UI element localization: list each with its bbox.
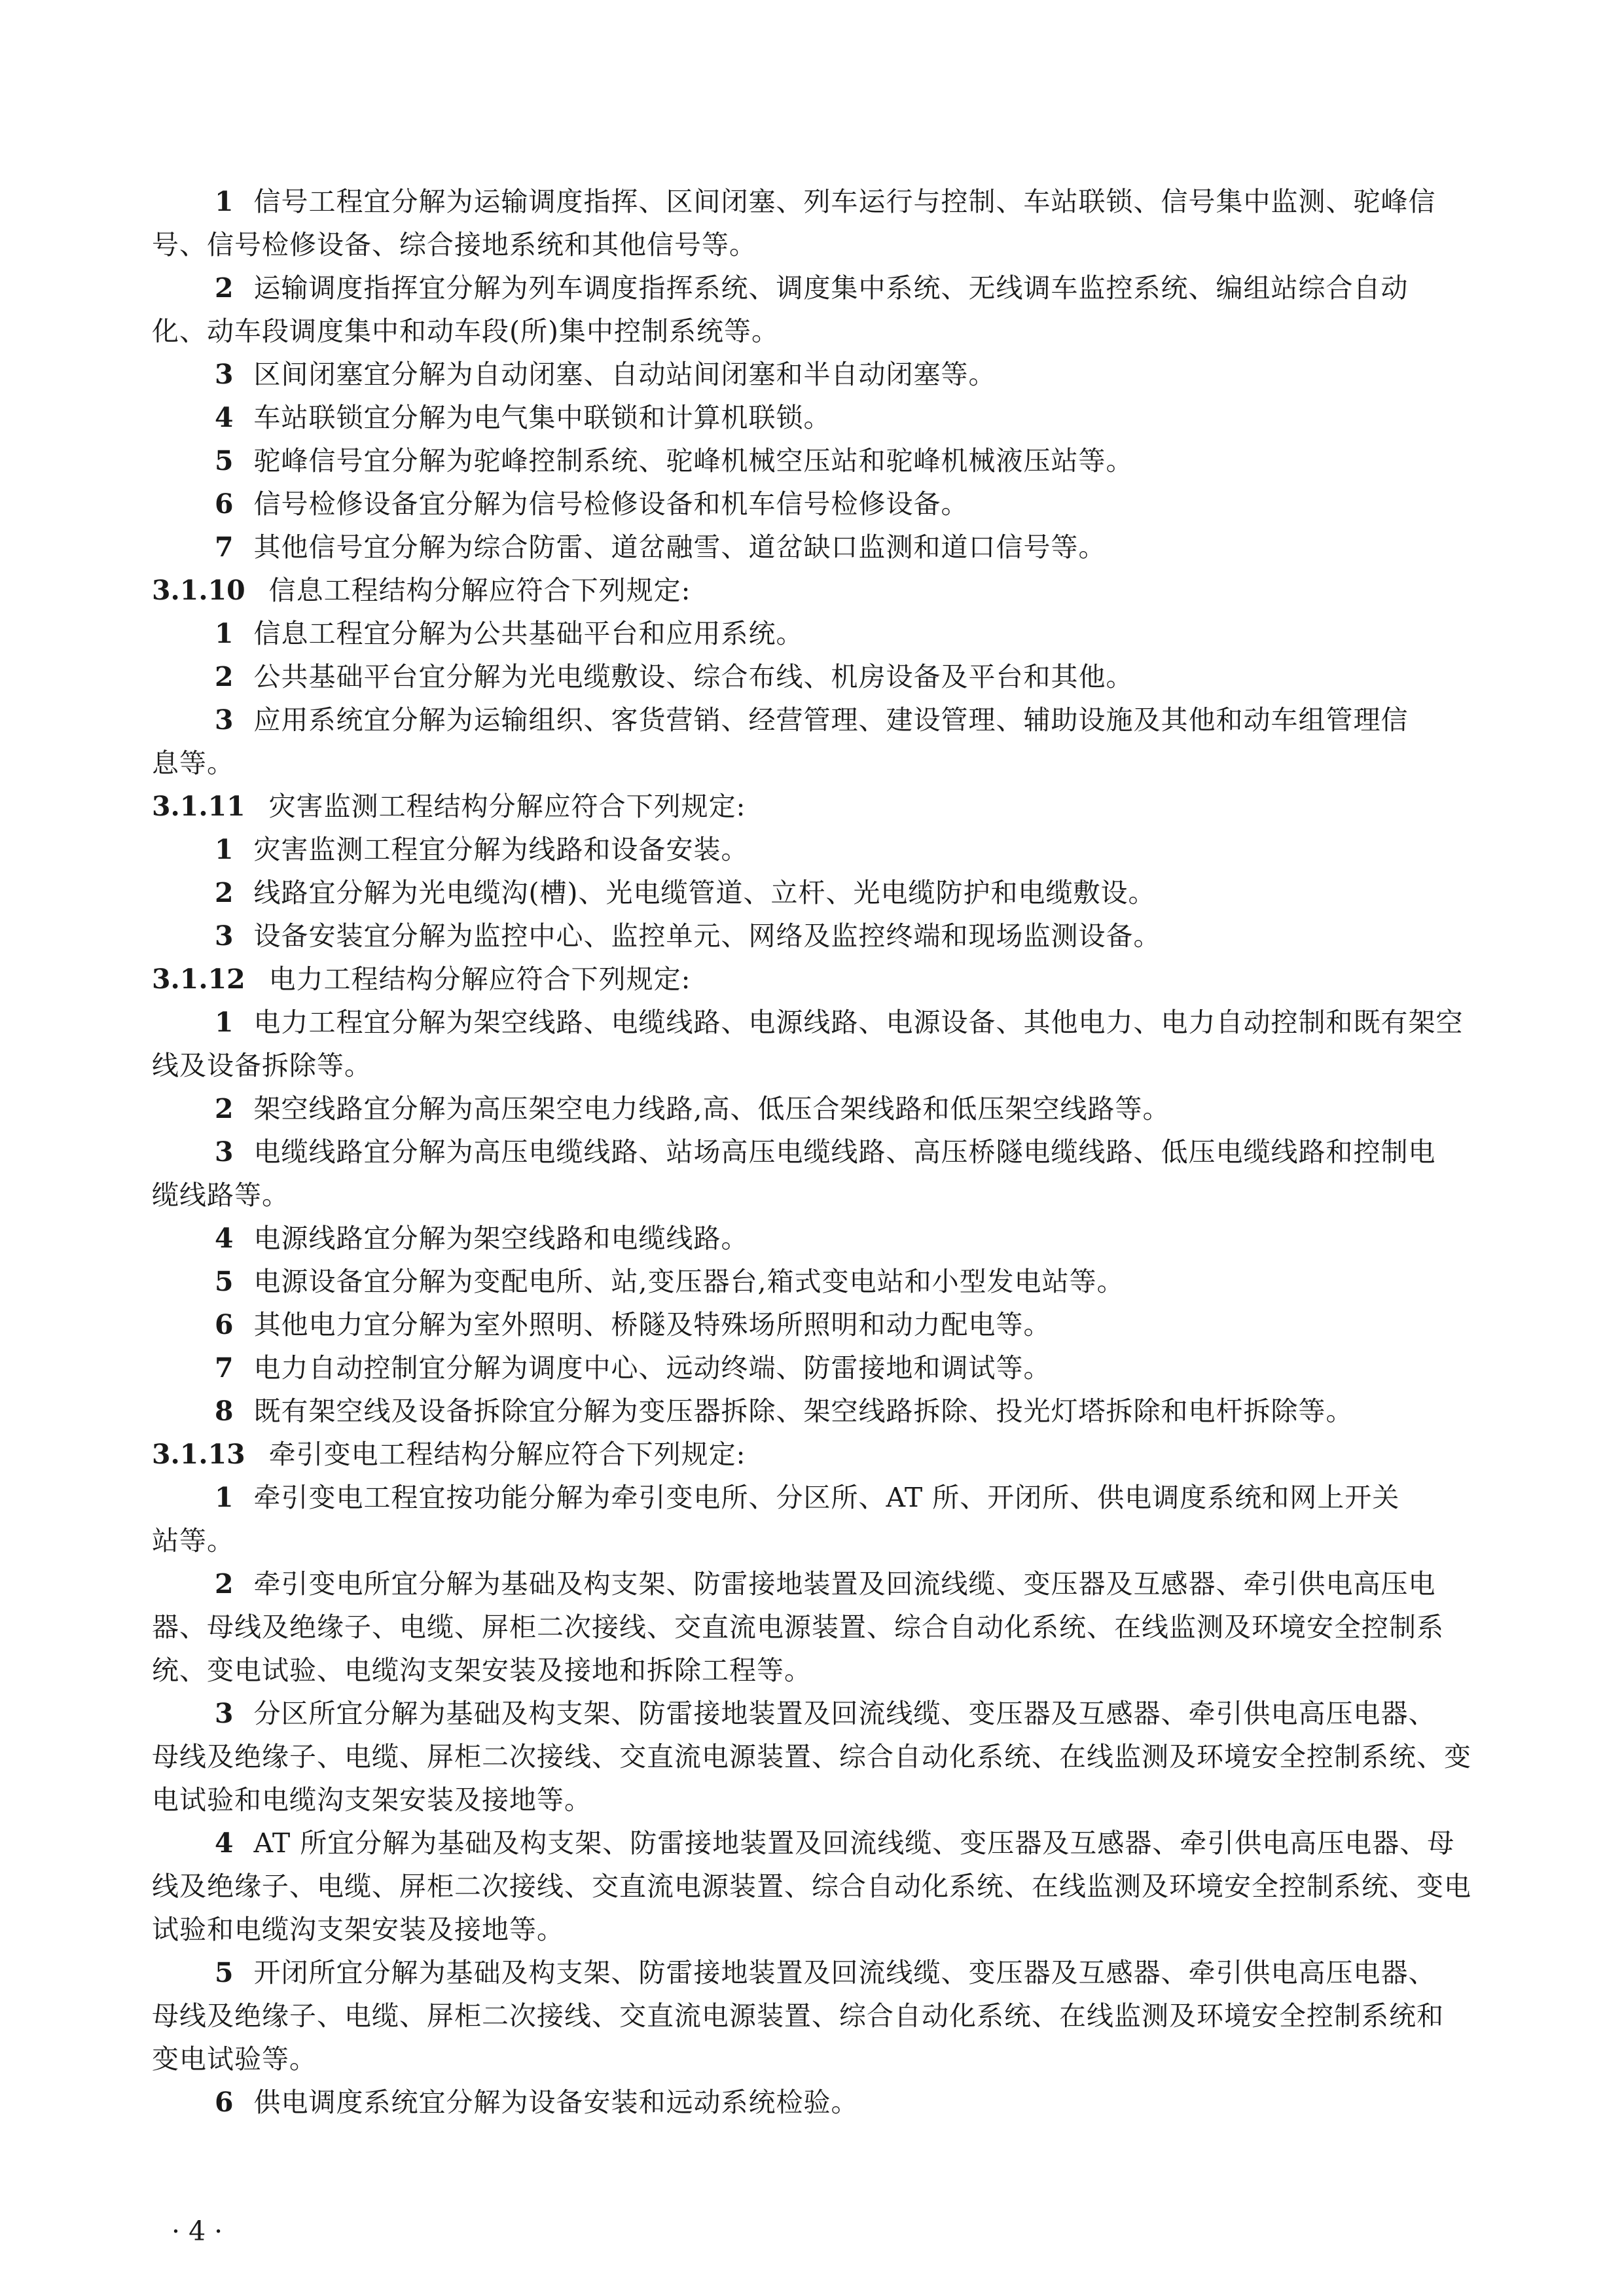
section-number: 3.1.13 [152, 1439, 245, 1470]
paragraph-continuation [152, 1908, 1474, 1951]
list-item [152, 2081, 1474, 2124]
line-text: AT 所宜分解为基础及构支架、防雷接地装置及回流线缆、变压器及互感器、牵引供电高压电器、母 [253, 1827, 1455, 1859]
line-text: 信号检修设备宜分解为信号检修设备和机车信号检修设备。 [253, 488, 969, 520]
line-text: 公共基础平台宜分解为光电缆敷设、综合布线、机房设备及平台和其他。 [253, 661, 1134, 692]
item-number: 2 [215, 272, 234, 304]
list-item [152, 439, 1474, 482]
page-number: · 4 · [171, 2215, 223, 2247]
item-number: 1 [215, 1007, 234, 1038]
item-number: 3 [215, 1698, 234, 1729]
item-number: 3 [215, 1136, 234, 1168]
line-text: 线路宜分解为光电缆沟(槽)、光电缆管道、立杆、光电缆防护和电缆敷设。 [253, 877, 1156, 908]
paragraph-continuation [152, 1778, 1474, 1821]
list-item [152, 396, 1474, 439]
line-text: 线及绝缘子、电缆、屏柜二次接线、交直流电源装置、综合自动化系统、在线监测及环境安全控制系统、变电 [152, 1871, 1471, 1902]
list-item [152, 526, 1474, 569]
paragraph-continuation [152, 1605, 1474, 1649]
line-text: 其他电力宜分解为室外照明、桥隧及特殊场所照明和动力配电等。 [253, 1309, 1051, 1340]
item-number: 8 [215, 1395, 234, 1427]
section-number: 3.1.12 [152, 963, 245, 995]
list-item [152, 655, 1474, 698]
line-text: 既有架空线及设备拆除宜分解为变压器拆除、架空线路拆除、投光灯塔拆除和电杆拆除等。 [253, 1395, 1354, 1427]
line-text: 电力工程宜分解为架空线路、电缆线路、电源线路、电源设备、其他电力、电力自动控制和既有架空 [253, 1007, 1464, 1038]
list-item [152, 1087, 1474, 1130]
item-number: 6 [215, 488, 234, 520]
list-item [152, 1130, 1474, 1174]
list-item [152, 1562, 1474, 1605]
paragraph-continuation [152, 1649, 1474, 1692]
paragraph-continuation [152, 1044, 1474, 1087]
item-number: 2 [215, 1093, 234, 1124]
body-text [152, 180, 1474, 2124]
list-item [152, 482, 1474, 526]
line-text: 电力工程结构分解应符合下列规定: [268, 963, 691, 995]
line-text: 信号工程宜分解为运输调度指挥、区间闭塞、列车运行与控制、车站联锁、信号集中监测、驼峰信 [253, 186, 1436, 217]
line-text: 线及设备拆除等。 [152, 1050, 372, 1081]
line-text: 信息工程结构分解应符合下列规定: [268, 575, 691, 606]
line-text: 灾害监测工程结构分解应符合下列规定: [268, 791, 746, 822]
paragraph-continuation [152, 1735, 1474, 1778]
paragraph-continuation [152, 223, 1474, 266]
paragraph-continuation [152, 2037, 1474, 2081]
section-heading [152, 569, 1474, 612]
list-item [152, 180, 1474, 223]
line-text: 息等。 [152, 747, 234, 779]
line-text: 牵引变电工程结构分解应符合下列规定: [268, 1439, 746, 1470]
line-text: 分区所宜分解为基础及构支架、防雷接地装置及回流线缆、变压器及互感器、牵引供电高压电器、 [253, 1698, 1436, 1729]
line-text: 区间闭塞宜分解为自动闭塞、自动站间闭塞和半自动闭塞等。 [253, 359, 996, 390]
section-heading [152, 785, 1474, 828]
line-text: 电缆线路宜分解为高压电缆线路、站场高压电缆线路、高压桥隧电缆线路、低压电缆线路和控制电 [253, 1136, 1436, 1168]
item-number: 2 [215, 1568, 234, 1600]
line-text: 变电试验等。 [152, 2043, 317, 2075]
item-number: 2 [215, 877, 234, 908]
line-text: 应用系统宜分解为运输组织、客货营销、经营管理、建设管理、辅助设施及其他和动车组管理信 [253, 704, 1409, 736]
line-text: 驼峰信号宜分解为驼峰控制系统、驼峰机械空压站和驼峰机械液压站等。 [253, 445, 1134, 476]
line-text: 电源线路宜分解为架空线路和电缆线路。 [253, 1223, 749, 1254]
line-text: 母线及绝缘子、电缆、屏柜二次接线、交直流电源装置、综合自动化系统、在线监测及环境安全控制系统和 [152, 2000, 1444, 2032]
item-number: 5 [215, 1957, 234, 1988]
item-number: 6 [215, 1309, 234, 1340]
list-item [152, 871, 1474, 914]
item-number: 1 [215, 618, 234, 649]
line-text: 开闭所宜分解为基础及构支架、防雷接地装置及回流线缆、变压器及互感器、牵引供电高压电器、 [253, 1957, 1436, 1988]
paragraph-continuation [152, 1519, 1474, 1562]
line-text: 器、母线及绝缘子、电缆、屏柜二次接线、交直流电源装置、综合自动化系统、在线监测及环境安全控制系 [152, 1611, 1444, 1643]
item-number: 5 [215, 1266, 234, 1297]
item-number: 4 [215, 1827, 234, 1859]
line-text: 车站联锁宜分解为电气集中联锁和计算机联锁。 [253, 402, 831, 433]
item-number: 4 [215, 402, 234, 433]
item-number: 6 [215, 2087, 234, 2118]
list-item [152, 1821, 1474, 1865]
item-number: 5 [215, 445, 234, 476]
line-text: 设备安装宜分解为监控中心、监控单元、网络及监控终端和现场监测设备。 [253, 920, 1161, 952]
line-text: 信息工程宜分解为公共基础平台和应用系统。 [253, 618, 804, 649]
paragraph-continuation [152, 1994, 1474, 2037]
list-item [152, 612, 1474, 655]
item-number: 7 [215, 1352, 234, 1384]
list-item [152, 1951, 1474, 1994]
paragraph-continuation [152, 1865, 1474, 1908]
item-number: 3 [215, 359, 234, 390]
list-item [152, 266, 1474, 310]
item-number: 3 [215, 920, 234, 952]
line-text: 电试验和电缆沟支架安装及接地等。 [152, 1784, 592, 1816]
line-text: 化、动车段调度集中和动车段(所)集中控制系统等。 [152, 315, 779, 347]
list-item [152, 1001, 1474, 1044]
list-item [152, 1476, 1474, 1519]
item-number: 1 [215, 1482, 234, 1513]
item-number: 1 [215, 186, 234, 217]
line-text: 其他信号宜分解为综合防雷、道岔融雪、道岔缺口监测和道口信号等。 [253, 531, 1106, 563]
item-number: 4 [215, 1223, 234, 1254]
list-item [152, 1303, 1474, 1346]
item-number: 7 [215, 531, 234, 563]
list-item [152, 1346, 1474, 1390]
section-heading [152, 958, 1474, 1001]
line-text: 牵引变电所宜分解为基础及构支架、防雷接地装置及回流线缆、变压器及互感器、牵引供电高压电 [253, 1568, 1436, 1600]
line-text: 试验和电缆沟支架安装及接地等。 [152, 1914, 564, 1945]
line-text: 运输调度指挥宜分解为列车调度指挥系统、调度集中系统、无线调车监控系统、编组站综合自动 [253, 272, 1409, 304]
item-number: 3 [215, 704, 234, 736]
line-text: 母线及绝缘子、电缆、屏柜二次接线、交直流电源装置、综合自动化系统、在线监测及环境安全控制系统、变 [152, 1741, 1471, 1772]
list-item [152, 1217, 1474, 1260]
paragraph-continuation [152, 310, 1474, 353]
line-text: 灾害监测工程宜分解为线路和设备安装。 [253, 834, 749, 865]
line-text: 电源设备宜分解为变配电所、站,变压器台,箱式变电站和小型发电站等。 [253, 1266, 1125, 1297]
line-text: 统、变电试验、电缆沟支架安装及接地和拆除工程等。 [152, 1655, 812, 1686]
section-heading [152, 1433, 1474, 1476]
paragraph-continuation [152, 742, 1474, 785]
list-item [152, 353, 1474, 396]
list-item [152, 828, 1474, 871]
list-item [152, 698, 1474, 742]
line-text: 站等。 [152, 1525, 234, 1556]
line-text: 缆线路等。 [152, 1179, 289, 1211]
item-number: 1 [215, 834, 234, 865]
section-number: 3.1.10 [152, 575, 245, 606]
line-text: 号、信号检修设备、综合接地系统和其他信号等。 [152, 229, 757, 260]
item-number: 2 [215, 661, 234, 692]
line-text: 架空线路宜分解为高压架空电力线路,高、低压合架线路和低压架空线路等。 [253, 1093, 1170, 1124]
line-text: 供电调度系统宜分解为设备安装和远动系统检验。 [253, 2087, 859, 2118]
section-number: 3.1.11 [152, 791, 245, 822]
list-item [152, 1692, 1474, 1735]
list-item [152, 1260, 1474, 1303]
list-item [152, 1390, 1474, 1433]
line-text: 电力自动控制宜分解为调度中心、远动终端、防雷接地和调试等。 [253, 1352, 1051, 1384]
line-text: 牵引变电工程宜按功能分解为牵引变电所、分区所、AT 所、开闭所、供电调度系统和网上开关 [253, 1482, 1400, 1513]
list-item [152, 914, 1474, 958]
paragraph-continuation [152, 1174, 1474, 1217]
